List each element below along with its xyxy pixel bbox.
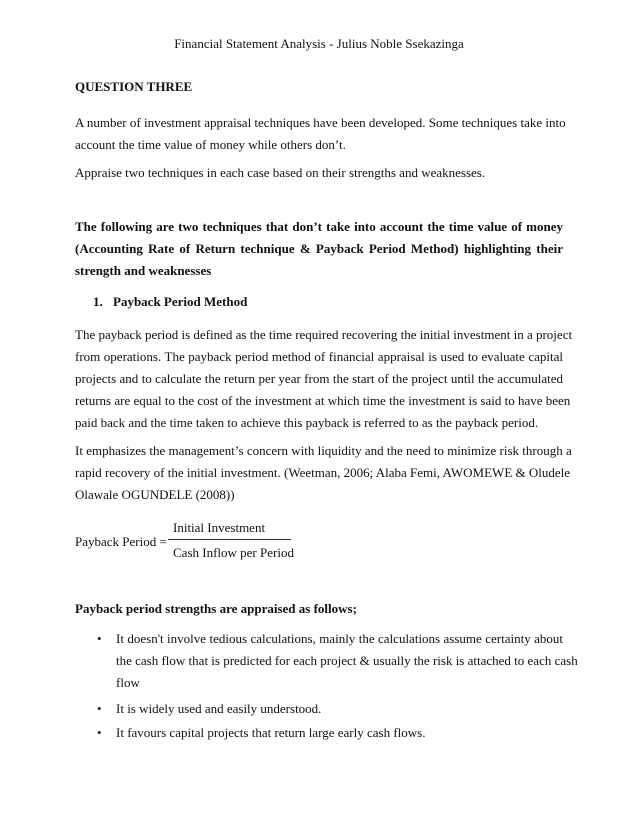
- question-title: QUESTION THREE: [75, 79, 193, 94]
- section-heading: [75, 216, 563, 282]
- question-intro: [75, 112, 566, 156]
- list-item-line: the cash flow that is predicted for each project & usually the risk is attached to each cash: [116, 653, 578, 668]
- list-item-line: It favours capital projects that return large early cash flows.: [116, 725, 426, 740]
- bullet-icon: •: [97, 725, 102, 740]
- section-heading-tail: highlighting their: [458, 241, 563, 256]
- list-item: [97, 722, 563, 744]
- item-number: 1.: [93, 294, 103, 309]
- list-item-line: flow: [116, 675, 140, 690]
- definition-paragraph: [75, 324, 573, 434]
- formula-denominator: Cash Inflow per Period: [173, 545, 294, 560]
- paragraph-line: The payback period is defined as the time required recovering the initial investment in a project: [75, 327, 573, 342]
- section-heading-line: strength and weaknesses: [75, 263, 212, 278]
- section-heading-line: The following are two techniques that don’t take into account the time value of money: [75, 219, 563, 234]
- question-task: Appraise two techniques in each case based on their strengths and weaknesses.: [75, 165, 486, 180]
- strengths-list: [97, 628, 578, 744]
- list-item-line: It doesn't involve tedious calculations, mainly the calculations assume certainty about: [116, 631, 563, 646]
- paragraph-line: Olawale OGUNDELE (2008)): [75, 487, 235, 502]
- item-heading-payback: [93, 294, 247, 310]
- bullet-icon: •: [97, 631, 102, 646]
- intro-line: A number of investment appraisal techniques have been developed. Some techniques take into: [75, 115, 566, 130]
- paragraph-line: It emphasizes the management’s concern with liquidity and the need to minimize risk through a: [75, 443, 572, 458]
- paragraph-line: returns are equal to the cost of the investment at which time the investment is said to have been: [75, 393, 571, 408]
- list-item: [97, 628, 578, 694]
- strengths-heading: Payback period strengths are appraised as follows;: [75, 601, 357, 616]
- paragraph-line: paid back and the time taken to achieve this payback is referred to as the payback period.: [75, 415, 539, 430]
- intro-line: account the time value of money while others don’t.: [75, 137, 346, 152]
- item-title: Payback Period Method: [113, 294, 248, 309]
- list-item: [97, 698, 563, 720]
- bullet-icon: •: [97, 701, 102, 716]
- paragraph-line: rapid recovery of the initial investment. (Weetman, 2006; Alaba Femi, AWOMEWE & Oludele: [75, 465, 571, 480]
- section-heading-line: [75, 238, 563, 260]
- fraction-bar: [168, 539, 291, 540]
- section-heading-methods: (Accounting Rate of Return technique & Payback Period Method): [75, 241, 459, 256]
- paragraph-line: projects and to calculate the return per year from the start of the project until the accumulated: [75, 371, 563, 386]
- paragraph-line: from operations. The payback period method of financial appraisal is used to evaluate capital: [75, 349, 563, 364]
- list-item-line: It is widely used and easily understood.: [116, 701, 322, 716]
- emphasis-paragraph: [75, 440, 572, 506]
- formula-lhs: Payback Period =: [75, 534, 167, 549]
- page-header: Financial Statement Analysis - Julius Noble Ssekazinga: [174, 36, 464, 51]
- formula-numerator: Initial Investment: [173, 520, 266, 535]
